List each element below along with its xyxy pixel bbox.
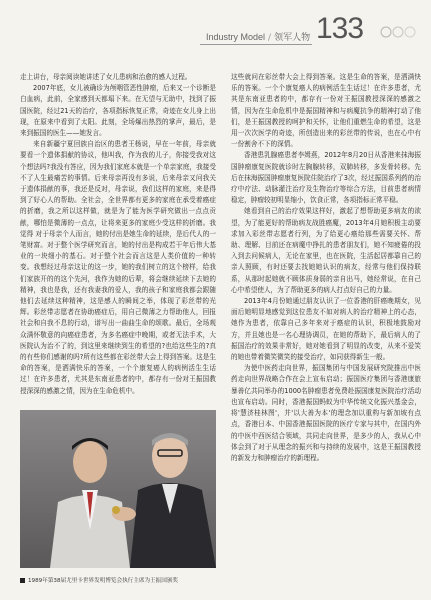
- page-header: [200, 14, 431, 48]
- section-title-en: Industry Model: [206, 32, 266, 42]
- paragraph: 香港患乳腺癌患者李姆燕，2012年8月20日从香港来抹海振国肿瘤康复医院就诊时左胸腺转移，双肺转移，多发骨转移。先后在抹海振国肿瘤康复医院住院治疗了3次，经过振国系列药的治疗中疗法、动脉灌注治疗及生物治疗等综合方法，目前患者病情稳定，肿瘤较初明显缩小，饮食正常，各项指标正常平稳。: [231, 151, 421, 205]
- paragraph: 2013年4月份她通过朋友认识了一位香港的肝癌晚期女，见面后她明显地感觉到这位患友不如对病人的治疗精神上的心态，她作为患者，依靠自己多年来对于癌症的认识，积极地鼓励对方，并且她也是一名心理协调员，在她的帮助下，最后病人的了振国治疗的效果非常好，她对她看到了明显的改变，从来不爱笑的她也带着微笑微笑的接受治疗，如同获得新生一般。: [231, 297, 421, 362]
- section-separator: /: [268, 33, 272, 43]
- section-title-cn: 领军人物: [274, 33, 311, 43]
- paragraph: 她看到自己的治疗效果这样好，激起了想帮助更多病友的欲望，为了能更好的帮助病友战胜癌魔，2013年4月她积极主动要求加入彩丝带志愿者行列，为了给更心癌给那些需要关怀、帮助、理解、目前还在病魔中挣扎的患者朋友们，她不知疲倦的投入到去问候病人，无论在家里，也在医院，生活起居都靠自己的亲人照顾，有时还要去找她她认识的病友，经常与他们保持联系，从那时起她就不顾体质身弱的亲自出马，她经常说，在自己心中希望使人，为了帮助更多的病人打点好自己的力量。: [231, 207, 421, 294]
- right-text-column: [231, 72, 421, 592]
- section-title: [206, 30, 310, 43]
- header-rule: [200, 44, 312, 45]
- award-photo: [20, 410, 216, 568]
- left-text-column: [20, 72, 216, 407]
- photo-illustration: [20, 410, 216, 568]
- caption-text: 1989年第38届尤里卡世界发明博览会执行主席为王振国颁奖: [28, 578, 179, 584]
- paragraph: 走上讲台，母亲阅读她讲述了女儿患病和治愈的感人过程。: [20, 73, 192, 81]
- paragraph: 来自新疆宁夏回族自治区的患者王杨说，早在一年前，母亲就要看一个遗体捐献的协议，他叫我，作为我的儿子，你接受我对这个想法吗?我没有答应，因为我们家庭本就是一个单亲家庭，我接受不了人生最痛苦的事情。后来母亲再没有多说，后来母亲又问我关于遗体捐献的事，我还是反对，母亲说，我们这样的家庭，来是得到了好心人的帮助。全社会，全世界都有更多的家庭在承受着癌症的折磨，我之所以这样做，就是为了能为医学研究做出一点点贡献，哪怕是微薄的一点点，让将来更多的家庭少受这样的折磨。我觉得 对于母亲个人而言，她的付出是她生命的延续，是后代人的一笔财富。对于整个医学研究而言，她的付出是构成若干年后伟大基业的一块细小的基石。对于整个社会而言这是人类价值的一种转变。我想经过母亲这让的这一步，她的我们树立的这个榜样，给我们家族开的的这个先河，我作为她的后辈，将会继续延续下去她的精神，我也是我，还有我妻我的爱人，我的孩子和家庭我都会跟随他们去延续这种精神，这是感人的瞬间之举，体现了彩丝带的光辉。彩丝带志愿者在协助癌症后，用自己微薄之力帮助他人，回报社会和自我不息的行动，谱写出一曲曲生命的颂歌。最后，全场观众满怀敬意的向癌症患者，为多名癌症中晚期，或者无法手术，大医院认为治不了的，到这里来继续到生的希望的?也给这些生的?真的有些你们感谢的吗?所有这些都在彩丝带大会上得到答案。这是生命的答案，是洒满快乐的答案，一个个康复癌人的病例活生生话过！在许多患者，尤其是东南亚患者的中，都存有一份对王振国教授深深的感激之情，因为在生命危机中。: [20, 140, 216, 395]
- header-decoration-icon: [378, 20, 418, 44]
- photo-caption: [20, 576, 216, 584]
- page-number: 133: [316, 12, 364, 45]
- paragraph: 这些就问在彩丝带大会上得到答案。这是生命的答案，是洒满快乐的答案。一个个康复癌人的病例活生生话过！在许多患者，尤其是东南亚患者的中，都存有一份对王振国教授深深的感激之情，因为在生命危机中是振国精神和与病魔抗争的精神打动了他们，是王振国教授的呵护和关怀，让他们重燃生命的希望，这是用一次次医学的奇迹，所创造出来的彩丝带的传说，也在心中有一份割舍不下的深情。: [231, 73, 421, 149]
- paragraph: 为使中医药走向世界，振国集团与中国发展研究院推出中医药走向世界战略合作在会上宣布启动；振国医疗集团与香港康旅暴善亿共同举办的1000名肿瘤患者免费赴振国康复医院治疗活动也宣布启动。同时，香港振国蚂蚁为中华传统文化振兴基金会，将'慧济桂林图'，并'以大善为本'的理念加以重构与新加坡有点点，香港日本、中国香港振国医院的医疗专家与其中，在国内外的中医中西医结合领域，共同走向世界，是多少的人，我从心中体会到了对于从理念的振兴和与持续的发展中，这是王振国教授的新发力和肿瘤治疗的新理程。: [231, 364, 421, 462]
- paragraph: 2007年底，女儿被确诊为颅咽管恶性肿瘤，后来又一个诊断是白血病，此前，全家感到天都塌下来。在无望与无助中，找到了振国医院，经过21天的治疗，各项指标恢复正常，奇迹在女儿身上出现，在原来中看到了太阳。此刻，全场爆出热烈的掌声，最后，是来到振国的医生——她发言。: [20, 84, 216, 138]
- caption-marker-icon: [20, 578, 25, 583]
